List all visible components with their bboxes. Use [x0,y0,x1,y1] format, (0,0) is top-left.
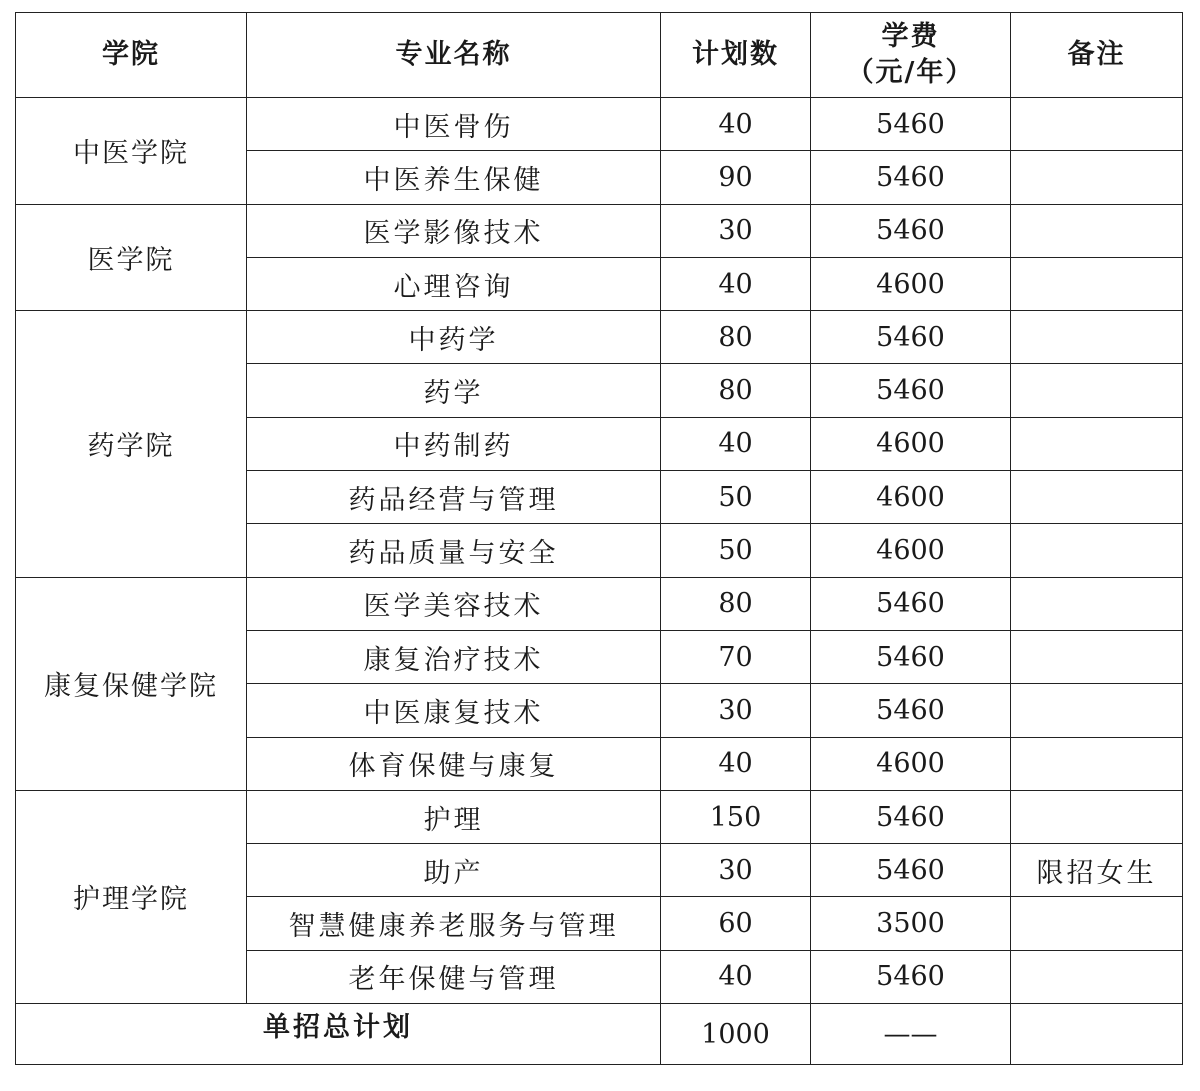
total-label-cell [16,1004,661,1065]
college-cell: 中医学院 [16,98,247,205]
fee-cell: 5460 [811,630,1011,683]
header-remark: 备注 [1011,13,1183,98]
fee-cell: 4600 [811,524,1011,577]
header-row [16,13,1183,98]
remark-cell [1011,471,1183,524]
remark-cell [1011,364,1183,417]
table-row [16,98,1183,151]
major-cell: 心理咨询 [247,257,661,310]
remark-cell [1011,897,1183,950]
plan-cell: 40 [661,950,811,1003]
header-fee-unit: （元/年） [846,57,975,88]
fee-cell: 5460 [811,311,1011,364]
major-cell: 药学 [247,364,661,417]
plan-cell: 30 [661,204,811,257]
plan-cell: 90 [661,151,811,204]
header-major: 专业名称 [247,13,661,98]
major-cell: 体育保健与康复 [247,737,661,790]
total-fee: —— [811,1004,1011,1065]
college-cell: 药学院 [16,311,247,577]
remark-cell [1011,204,1183,257]
plan-cell: 50 [661,471,811,524]
remark-cell: 限招女生 [1011,844,1183,897]
fee-cell: 5460 [811,204,1011,257]
table-header [16,13,1183,98]
total-remark [1011,1004,1183,1065]
major-cell: 药品经营与管理 [247,471,661,524]
remark-cell [1011,950,1183,1003]
remark-cell [1011,524,1183,577]
major-cell: 医学美容技术 [247,577,661,630]
major-cell: 中医骨伤 [247,98,661,151]
major-cell: 老年保健与管理 [247,950,661,1003]
fee-cell: 4600 [811,257,1011,310]
table-footer [16,1004,1183,1065]
plan-cell: 40 [661,98,811,151]
college-cell: 护理学院 [16,790,247,1003]
plan-cell: 60 [661,897,811,950]
remark-cell [1011,737,1183,790]
college-cell: 医学院 [16,204,247,311]
total-label: 单招总计划 [263,1011,413,1043]
fee-cell: 5460 [811,151,1011,204]
enrollment-plan-table [15,12,1183,1065]
remark-cell [1011,151,1183,204]
table-row [16,790,1183,843]
remark-cell [1011,417,1183,470]
table-row [16,311,1183,364]
total-row [16,1004,1183,1065]
plan-cell: 30 [661,684,811,737]
major-cell: 助产 [247,844,661,897]
header-plan: 计划数 [661,13,811,98]
fee-cell: 5460 [811,844,1011,897]
plan-cell: 70 [661,630,811,683]
plan-cell: 40 [661,257,811,310]
plan-cell: 50 [661,524,811,577]
major-cell: 护理 [247,790,661,843]
fee-cell: 5460 [811,950,1011,1003]
major-cell: 中药学 [247,311,661,364]
table-row [16,204,1183,257]
major-cell: 中医康复技术 [247,684,661,737]
major-cell: 智慧健康养老服务与管理 [247,897,661,950]
major-cell: 中医养生保健 [247,151,661,204]
fee-cell: 5460 [811,364,1011,417]
header-college: 学院 [16,13,247,98]
table-body [16,98,1183,1004]
remark-cell [1011,577,1183,630]
fee-cell: 4600 [811,737,1011,790]
major-cell: 药品质量与安全 [247,524,661,577]
fee-cell: 5460 [811,577,1011,630]
header-fee-label: 学费 [881,21,940,52]
plan-cell: 80 [661,311,811,364]
header-fee [811,13,1011,98]
remark-cell [1011,257,1183,310]
fee-cell: 5460 [811,790,1011,843]
fee-cell: 3500 [811,897,1011,950]
remark-cell [1011,311,1183,364]
college-cell: 康复保健学院 [16,577,247,790]
plan-cell: 30 [661,844,811,897]
plan-cell: 150 [661,790,811,843]
fee-cell: 5460 [811,98,1011,151]
plan-cell: 40 [661,737,811,790]
fee-cell: 4600 [811,471,1011,524]
remark-cell [1011,630,1183,683]
remark-cell [1011,790,1183,843]
major-cell: 康复治疗技术 [247,630,661,683]
plan-cell: 80 [661,364,811,417]
major-cell: 医学影像技术 [247,204,661,257]
plan-cell: 80 [661,577,811,630]
fee-cell: 4600 [811,417,1011,470]
total-plan: 1000 [661,1004,811,1065]
major-cell: 中药制药 [247,417,661,470]
fee-cell: 5460 [811,684,1011,737]
remark-cell [1011,684,1183,737]
table-row [16,577,1183,630]
plan-cell: 40 [661,417,811,470]
remark-cell [1011,98,1183,151]
